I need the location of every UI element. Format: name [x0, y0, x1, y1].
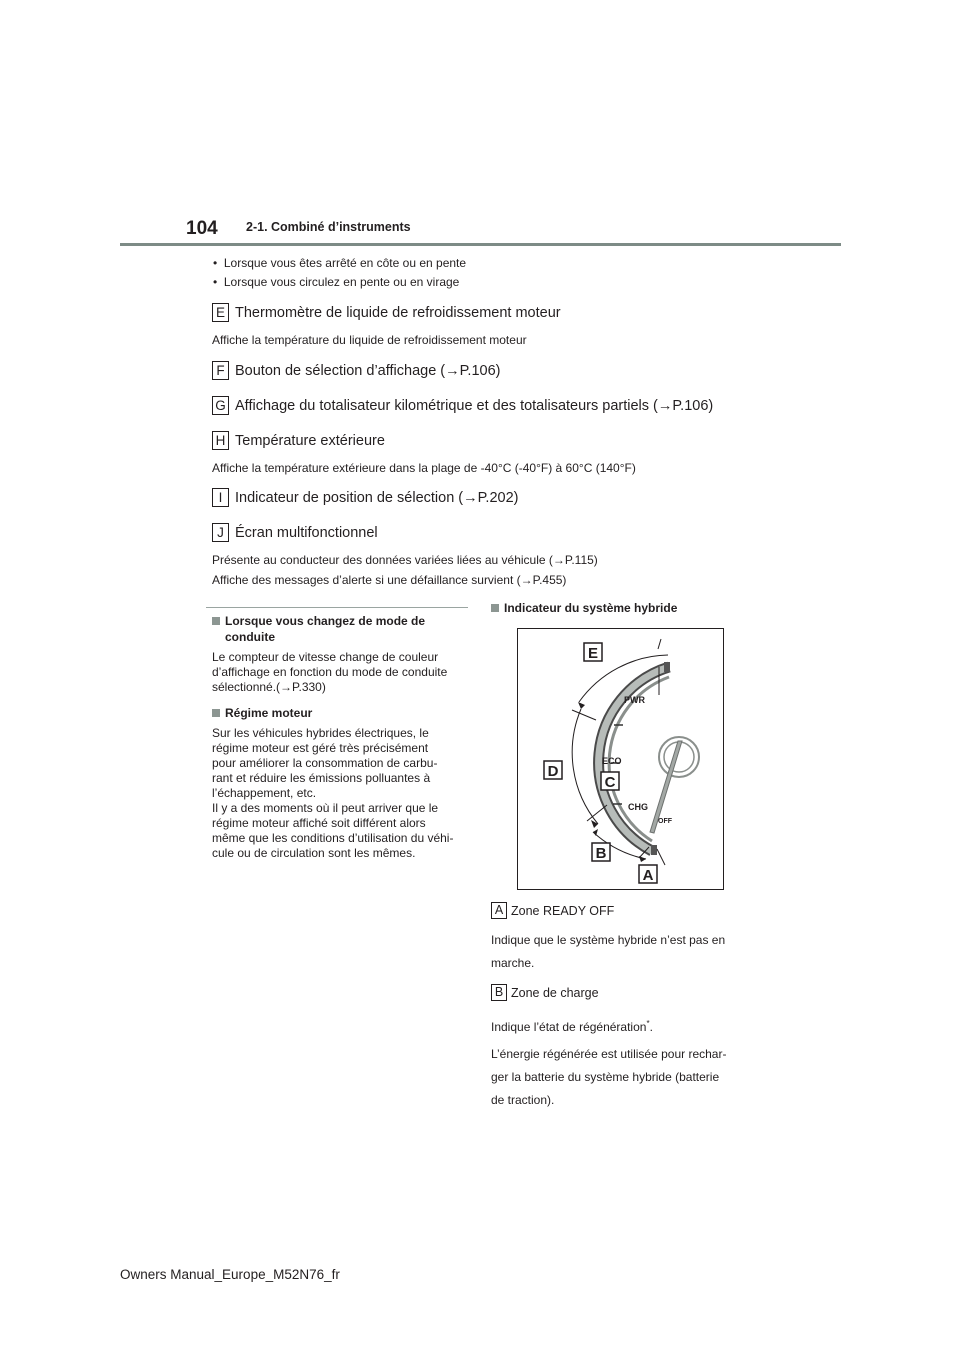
- zone-label-chg: CHG: [628, 802, 648, 812]
- letter-box: A: [491, 902, 507, 919]
- item-title: Écran multifonctionnel: [235, 524, 378, 541]
- figure-label-e: E: [587, 645, 599, 662]
- zone-label-eco: ECO: [602, 756, 622, 766]
- item-f: [212, 361, 500, 380]
- figure-label-c: C: [604, 774, 616, 791]
- bullet-item: • Lorsque vous êtes arrêté en côte ou en pente: [213, 256, 467, 270]
- section-heading: Indicateur du système hybride: [491, 600, 677, 616]
- item-title: Affichage du totalisateur kilométrique et des totalisateurs partiels (→P.106): [235, 397, 714, 414]
- header-rule: [120, 243, 841, 246]
- page-number: 104: [186, 218, 218, 239]
- figure-label-b: B: [595, 845, 607, 862]
- section-heading: conduite: [225, 630, 275, 644]
- letter-box: B: [491, 984, 507, 1001]
- section-body: Sur les véhicules hybrides électriques, le régime moteur est géré très précisément pour améliorer la consommation de carbu- rant et réduire les émissions polluantes à l’échappement, etc. Il y a des moments où il peut arriver que le régime moteur affiché soit différent alors même que les conditions d’utilisation du véhi- cule ou de circulation sont les mêmes.: [212, 726, 454, 860]
- square-bullet-icon: [212, 617, 220, 625]
- item-e: [212, 303, 561, 322]
- hybrid-indicator-figure: [517, 628, 724, 890]
- zone-label-pwr: PWR: [624, 695, 645, 705]
- item-title: Bouton de sélection d’affichage (→P.106): [235, 362, 501, 379]
- item-title: Thermomètre de liquide de refroidissement moteur: [235, 304, 561, 321]
- letter-box: H: [212, 431, 229, 450]
- section-heading: Régime moteur: [212, 705, 474, 721]
- letter-box: E: [212, 303, 229, 322]
- item-description: Indique l’état de régénération*.: [491, 1019, 653, 1034]
- figure-label-d: D: [547, 763, 559, 780]
- bullet-text: Lorsque vous êtes arrêté en côte ou en pente: [223, 256, 467, 270]
- item-i: [212, 488, 518, 507]
- item-j: [212, 523, 378, 542]
- figure-label-a: A: [642, 867, 654, 884]
- item-h: [212, 431, 385, 450]
- bullet-item: • Lorsque vous circulez en pente ou en virage: [213, 275, 460, 289]
- item-description: Indique que le système hybride n’est pas en marche.: [491, 933, 726, 970]
- item-a: [491, 902, 614, 919]
- letter-box: I: [212, 488, 229, 507]
- item-description: L’énergie régénérée est utilisée pour rechar- ger la batterie du système hybride (batterie de traction).: [491, 1047, 727, 1107]
- item-title: Zone READY OFF: [511, 903, 615, 918]
- letter-box: F: [212, 361, 229, 380]
- item-title: Température extérieure: [235, 432, 385, 449]
- section-heading: Lorsque vous changez de mode de: [212, 613, 472, 629]
- item-b: [491, 984, 599, 1001]
- item-description: Affiche la température du liquide de refroidissement moteur: [212, 333, 527, 347]
- chapter-title: 2-1. Combiné d’instruments: [246, 220, 411, 234]
- letter-box: G: [212, 396, 229, 415]
- zone-label-off: OFF: [658, 818, 672, 825]
- letter-box: J: [212, 523, 229, 542]
- item-description: Présente au conducteur des données variées liées au véhicule (→P.115): [212, 553, 598, 567]
- section-rule: [206, 607, 468, 608]
- square-bullet-icon: [212, 709, 220, 717]
- item-title: Indicateur de position de sélection (→P.202): [235, 489, 519, 506]
- section-body: Le compteur de vitesse change de couleur d’affichage en fonction du mode de conduite sélectionné.(→P.330): [212, 650, 448, 694]
- item-title: Zone de charge: [511, 985, 599, 1000]
- item-description: Affiche la température extérieure dans la plage de -40°C (-40°F) à 60°C (140°F): [212, 461, 636, 475]
- footer-text: Owners Manual_Europe_M52N76_fr: [120, 1267, 340, 1282]
- hybrid-indicator-illustration: [518, 629, 723, 889]
- item-g: [212, 396, 713, 415]
- item-description: Affiche des messages d’alerte si une défaillance survient (→P.455): [212, 573, 567, 587]
- section-engine-speed: [212, 705, 474, 861]
- bullet-text: Lorsque vous circulez en pente ou en virage: [223, 275, 460, 289]
- square-bullet-icon: [491, 604, 499, 612]
- section-driving-mode: [212, 613, 472, 695]
